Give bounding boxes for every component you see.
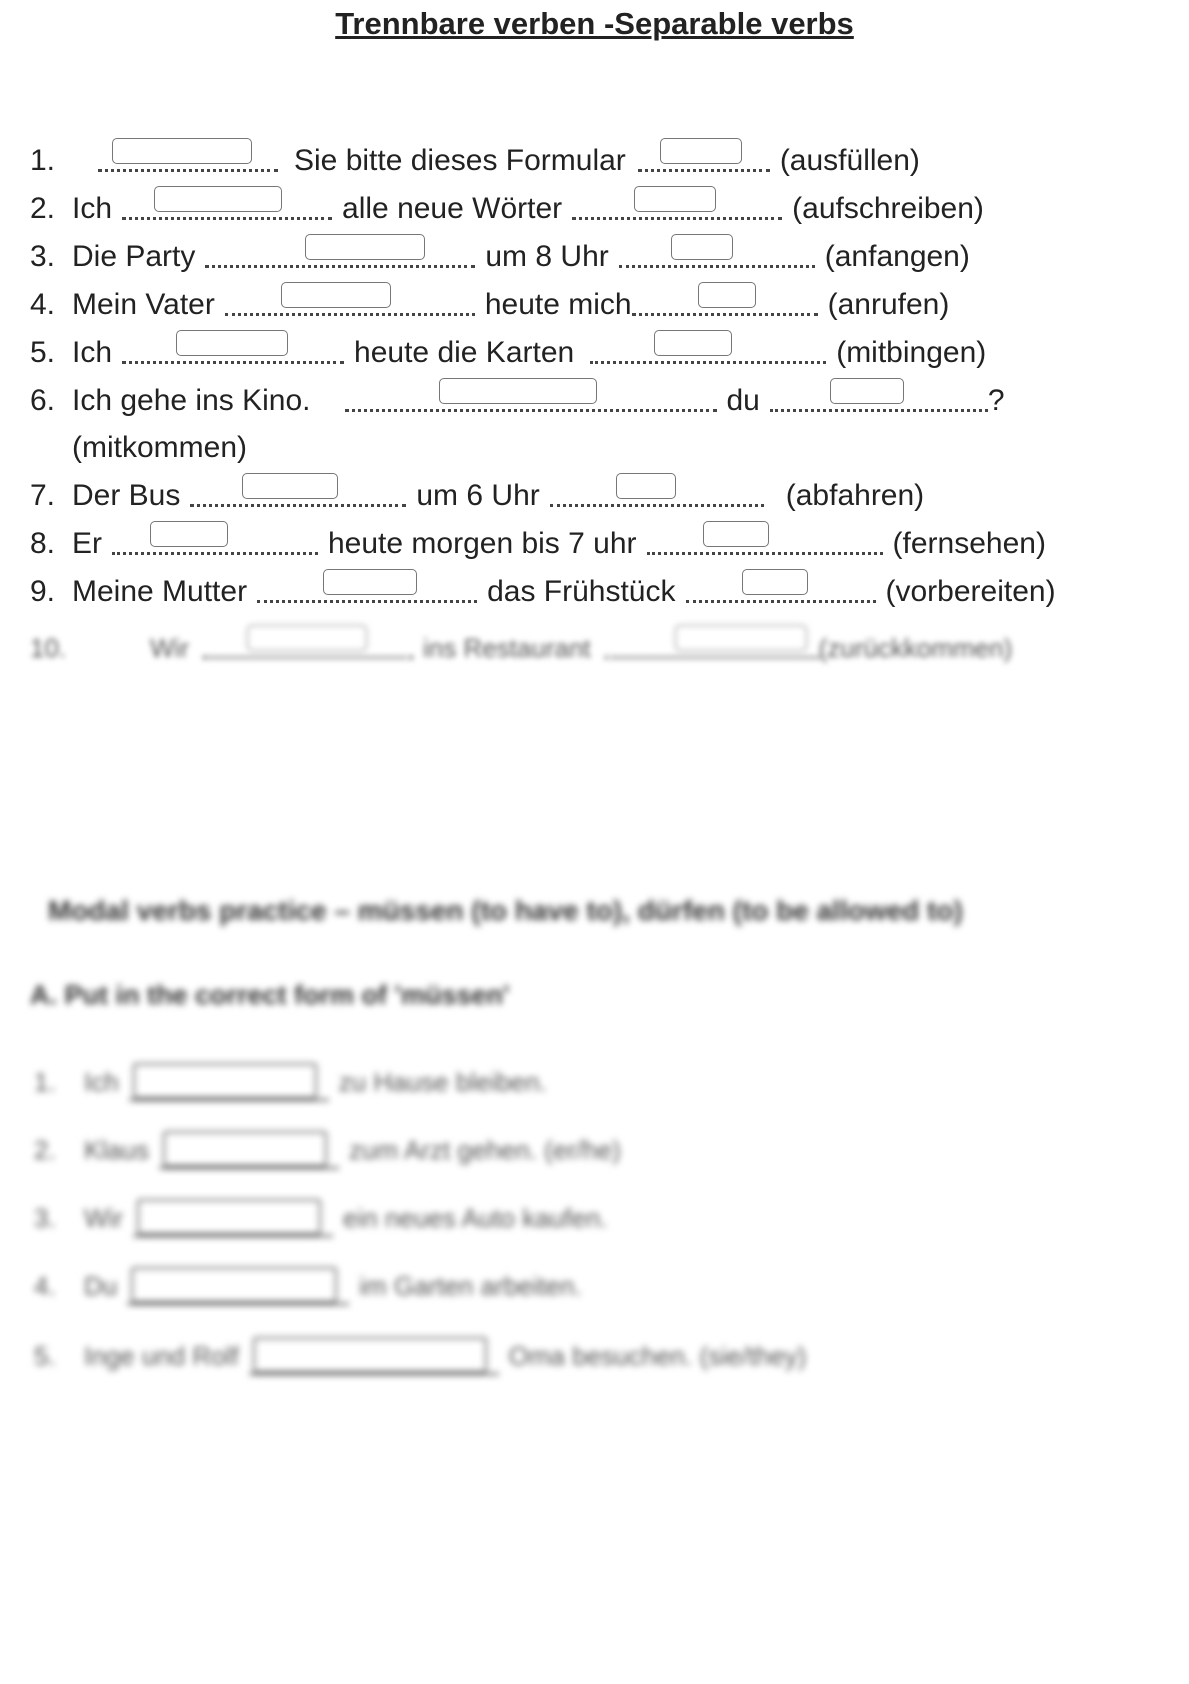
sentence-subject: Meine Mutter xyxy=(72,575,248,608)
sentence-subject: Ich xyxy=(84,1066,119,1097)
sentence-middle: Sie bitte dieses Formular xyxy=(294,144,626,177)
sentence-subject: Wir xyxy=(150,632,189,663)
blank-5a[interactable] xyxy=(122,338,344,368)
sentence-middle: um 8 Uhr xyxy=(485,240,609,273)
blank-2b[interactable] xyxy=(572,194,782,224)
verb-hint: (anrufen) xyxy=(827,288,950,321)
blank-8a[interactable] xyxy=(112,529,318,559)
page-title: Trennbare verben -Separable verbs xyxy=(335,6,854,41)
blank-7a[interactable] xyxy=(190,481,406,511)
verb-hint: (anfangen) xyxy=(824,240,970,273)
sentence-subject: Mein Vater xyxy=(72,288,215,321)
sentence-subject: Wir xyxy=(84,1202,123,1233)
exercise-row-1 xyxy=(30,141,920,181)
sentence-middle: heute morgen bis 7 uhr xyxy=(328,527,637,560)
item-number: 7. xyxy=(30,479,56,512)
verb-hint: (zurückkommen) xyxy=(818,632,1013,663)
sentence-subject: Die Party xyxy=(72,240,196,273)
verb-hint: (ausfüllen) xyxy=(779,144,920,177)
blank-10b[interactable] xyxy=(605,633,819,663)
sentence-subject: Ich xyxy=(72,336,113,369)
item-number: 2. xyxy=(30,192,56,225)
sentence-subject: Inge und Rolf xyxy=(84,1340,239,1371)
blank-4b[interactable] xyxy=(632,290,818,320)
blank-6a[interactable] xyxy=(345,386,717,416)
sentence-subject: Der Bus xyxy=(72,479,181,512)
item-number: 1. xyxy=(30,144,56,177)
item-number: 3. xyxy=(30,240,56,273)
exercise-row-10 xyxy=(30,628,1012,668)
blank-8b[interactable] xyxy=(647,529,883,559)
exercise-row-7 xyxy=(30,476,924,516)
sentence-rest: im Garten arbeiten. xyxy=(359,1270,582,1301)
blank-10a[interactable] xyxy=(203,633,413,663)
verb-hint: (aufschreiben) xyxy=(792,192,984,225)
blank-9a[interactable] xyxy=(257,577,477,607)
sentence-middle: heute mich xyxy=(484,288,632,321)
sentence-rest: ein neues Auto kaufen. xyxy=(342,1202,608,1233)
modal-item-1 xyxy=(34,1060,547,1104)
item-number: 3. xyxy=(34,1202,56,1233)
sentence-middle: ins Restaurant xyxy=(422,632,591,663)
exercise-row-8 xyxy=(30,524,1046,564)
modal-item-2 xyxy=(34,1128,621,1172)
section-a-heading: A. Put in the correct form of 'müssen' xyxy=(30,980,510,1010)
sentence-rest: zum Arzt gehen. (er/he) xyxy=(349,1134,621,1165)
item-number: 2. xyxy=(34,1134,56,1165)
sentence-subject: Ich xyxy=(72,192,113,225)
modal-blank-5[interactable] xyxy=(249,1337,499,1375)
sentence-middle: das Frühstück xyxy=(487,575,676,608)
blank-7b[interactable] xyxy=(550,481,764,511)
verb-hint: (vorbereiten) xyxy=(885,575,1056,608)
item-number: 1. xyxy=(34,1066,56,1097)
blank-3a[interactable] xyxy=(205,242,475,272)
exercise-row-4 xyxy=(30,285,949,325)
item-number: 10. xyxy=(30,632,67,663)
modal-blank-2[interactable] xyxy=(159,1131,339,1169)
blank-4a[interactable] xyxy=(225,290,475,320)
verb-hint: (mitbingen) xyxy=(836,336,987,369)
blank-9b[interactable] xyxy=(686,577,876,607)
sentence-middle: um 6 Uhr xyxy=(416,479,540,512)
verb-hint: (fernsehen) xyxy=(892,527,1046,560)
exercise-row-5 xyxy=(30,333,986,373)
exercise-row-6-hint xyxy=(72,428,247,468)
sentence-subject: Du xyxy=(84,1270,118,1301)
sentence-middle: heute die Karten xyxy=(354,336,575,369)
item-number: 8. xyxy=(30,527,56,560)
item-number: 9. xyxy=(30,575,56,608)
blank-6b[interactable] xyxy=(770,386,988,416)
blank-2a[interactable] xyxy=(122,194,332,224)
item-number: 5. xyxy=(34,1340,56,1371)
exercise-row-9 xyxy=(30,572,1056,612)
modal-blank-1[interactable] xyxy=(129,1063,329,1101)
item-number: 4. xyxy=(30,288,56,321)
modal-blank-4[interactable] xyxy=(127,1267,349,1305)
modal-item-4 xyxy=(34,1264,582,1308)
exercise-row-3 xyxy=(30,237,970,277)
exercise-row-6 xyxy=(30,381,1005,421)
verb-hint: (mitkommen) xyxy=(72,431,248,464)
blank-1b[interactable] xyxy=(638,146,770,176)
sentence-subject: Klaus xyxy=(84,1134,150,1165)
modal-item-3 xyxy=(34,1196,608,1240)
sentence-middle: du xyxy=(726,384,760,417)
sentence-subject: Ich gehe ins Kino. xyxy=(72,384,311,417)
blank-1a[interactable] xyxy=(98,146,278,176)
verb-hint: (abfahren) xyxy=(785,479,925,512)
sentence-rest: Oma besuchen. (sie/they) xyxy=(508,1340,807,1371)
modal-item-5 xyxy=(34,1334,806,1378)
modal-section-title: Modal verbs practice – müssen (to have to), dürfen (to be allowed to) xyxy=(48,895,963,926)
blank-3b[interactable] xyxy=(619,242,815,272)
blank-5b[interactable] xyxy=(590,338,826,368)
question-mark: ? xyxy=(987,384,1005,417)
exercise-row-2 xyxy=(30,189,984,229)
sentence-middle: alle neue Wörter xyxy=(342,192,563,225)
sentence-rest: zu Hause bleiben. xyxy=(338,1066,547,1097)
modal-blank-3[interactable] xyxy=(133,1199,333,1237)
item-number: 5. xyxy=(30,336,56,369)
sentence-subject: Er xyxy=(72,527,102,560)
item-number: 4. xyxy=(34,1270,56,1301)
item-number: 6. xyxy=(30,384,56,417)
